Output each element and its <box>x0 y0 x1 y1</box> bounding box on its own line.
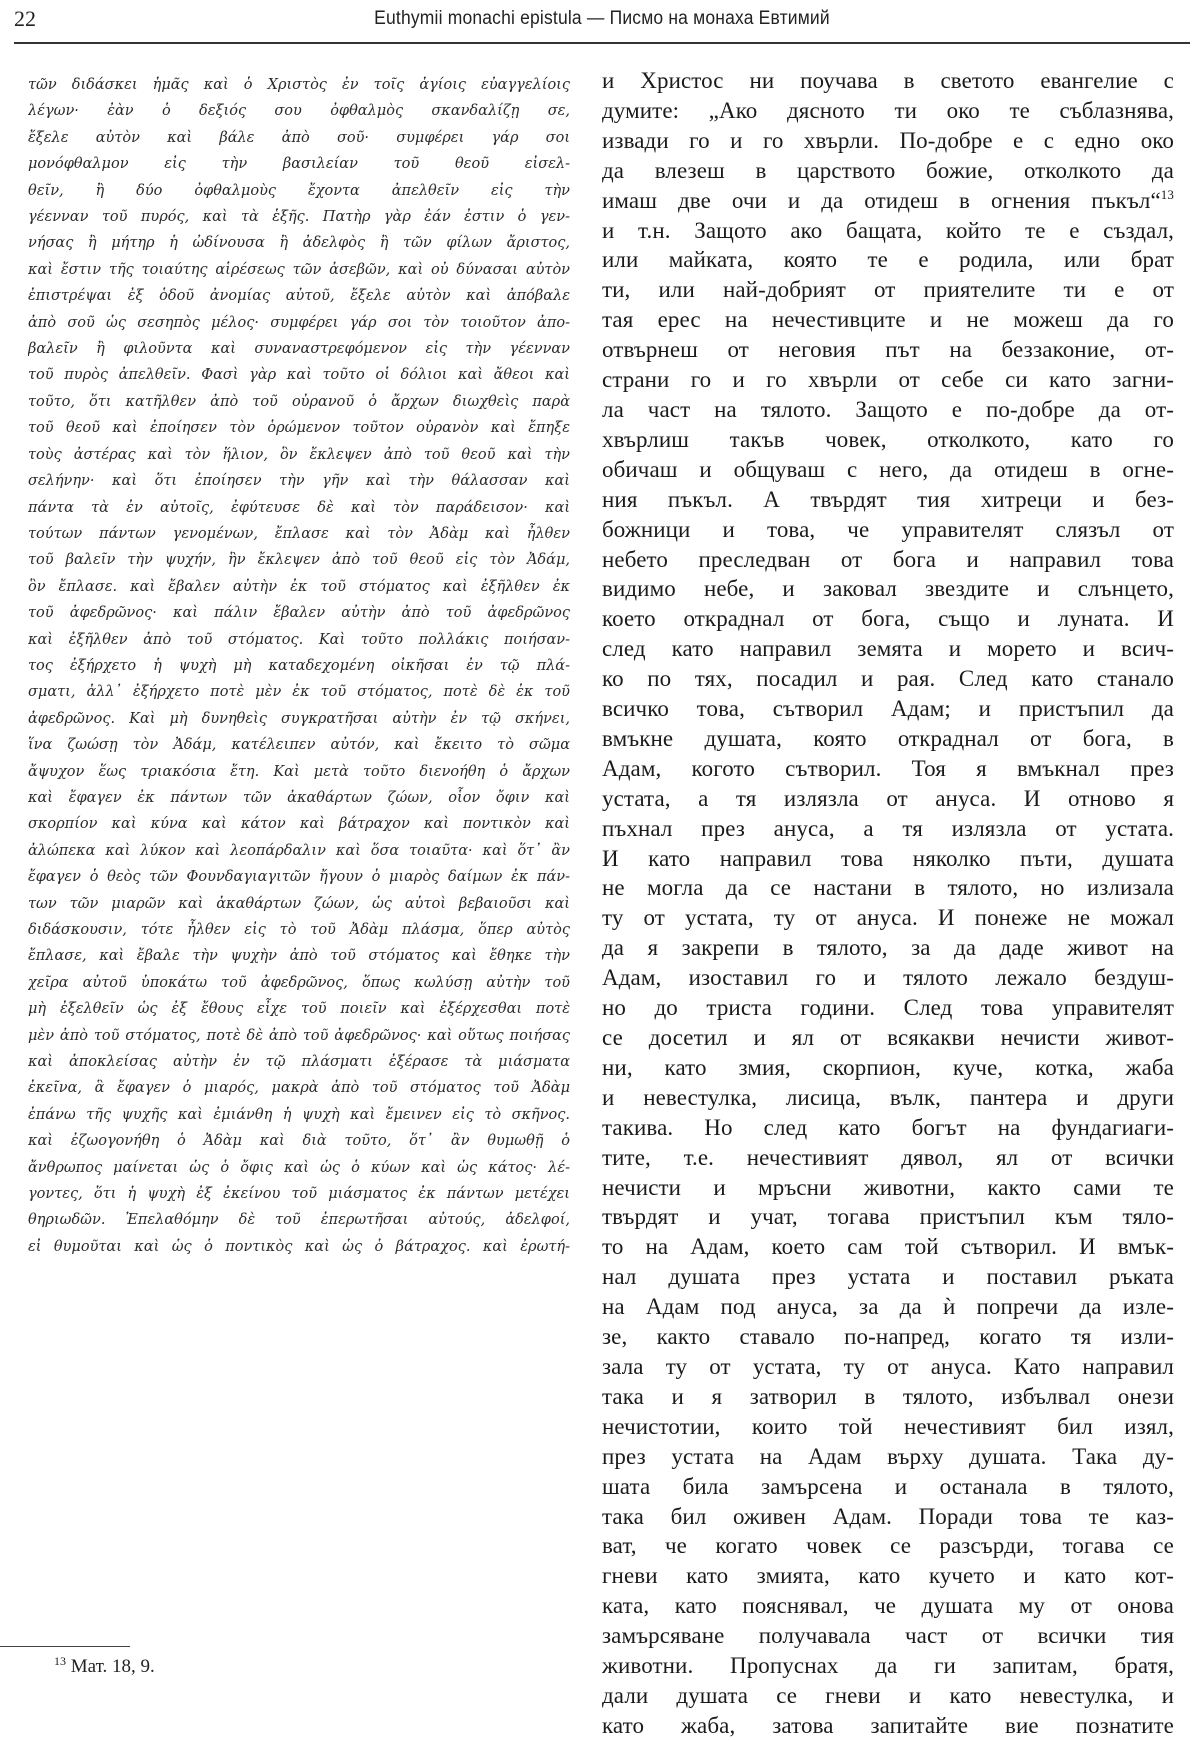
bulgarian-line-text: да влезеш в царството божие, отколкото да <box>602 157 1174 183</box>
footnote-number: 13 <box>54 1654 66 1668</box>
greek-line: ἐπάνω τῆς ψυχῆς καὶ ἐμιάνθη ἡ ψυχὴ καὶ ἔμεινεν εἰς τὸ σκῆνος. <box>28 1106 570 1123</box>
bulgarian-line-text: всичко това, сътворил Адам; и пристъпил да <box>602 696 1174 722</box>
greek-line: ἄψυχον ἕως τριακόσια ἔτη. Καὶ μετὰ τοῦτο διενοήθη ὁ ἄρχων <box>28 763 570 780</box>
bulgarian-line-text: но до триста години. След това управителят <box>602 995 1174 1021</box>
bulgarian-line-text: И като направил това няколко пъти, душата <box>602 845 1174 871</box>
greek-line: μὴ ἐξελθεῖν ὡς ἐξ ἔθους εἶχε τοῦ ποιεῖν καὶ ἐξέρχεσθαι ποτὲ <box>28 1001 570 1018</box>
bulgarian-line-text: Адам, когото сътворил. Тоя я вмъкнал през <box>602 755 1174 781</box>
bulgarian-line-text: извади го и го хвърли. По-добре е с едно око <box>602 127 1174 153</box>
bulgarian-line-text: пъхнал през ануса, а тя излязла от устата. <box>602 815 1174 841</box>
bulgarian-line-text: устата, а тя излязла от ануса. И отново я <box>602 785 1174 811</box>
bulgarian-line-text: да я закрепи в тялото, за да даде живот на <box>602 935 1174 961</box>
bulgarian-line-text: и невестулка, лисица, вълк, пантера и други <box>602 1084 1174 1110</box>
bulgarian-line-text: твърдят и учат, тогава пристъпил към тяло- <box>602 1204 1174 1230</box>
bulgarian-line-text: отвърнеш от неговия път на беззаконие, от- <box>602 337 1174 363</box>
bulgarian-line <box>602 1591 1174 1621</box>
bulgarian-line <box>602 724 1174 754</box>
bulgarian-line <box>602 814 1174 844</box>
footnote <box>54 1656 155 1678</box>
bulgarian-line-text: така и я затворил в тялото, избълвал онези <box>602 1383 1174 1409</box>
footnote-rule <box>0 1646 130 1647</box>
bulgarian-line-text: се досетил и ял от всякакви нечисти живот- <box>602 1025 1174 1050</box>
greek-line: τοὺς ἀστέρας καὶ τὸν ἥλιον, ὃν ἔκλεψεν ἀπὸ τοῦ θεοῦ καὶ τὴν <box>28 446 570 463</box>
bulgarian-line-text: страни го и го хвърли от себе си като загни- <box>602 367 1174 393</box>
greek-line: καὶ ἔφαγεν ἐκ πάντων τῶν ἀκαθάρτων ζώων, οἷον ὄφιν καὶ <box>28 789 570 806</box>
greek-line: ἐπιστρέψαι ἐξ ὁδοῦ ἀνομίας αὐτοῦ, ἔξελε αὐτὸν καὶ ἀπόβαλε <box>28 288 570 305</box>
greek-line: εἰ θυμοῦται καὶ ὡς ὁ ποντικὸς καὶ ὡς ὁ βάτραχος. καὶ ἐρωτή- <box>28 1238 570 1255</box>
bulgarian-line <box>602 245 1174 275</box>
bulgarian-line-text: божници и това, че управителят слязъл от <box>602 516 1174 542</box>
bulgarian-line-text: видимо небе, и заковал звездите и слънцето, <box>602 576 1174 602</box>
running-title: Euthymii monachi epistula — Писмо на монаха Евтимий <box>374 8 830 29</box>
bulgarian-line-text: небето преследван от бога и направил това <box>602 546 1174 572</box>
page-number: 22 <box>14 6 36 31</box>
greek-line: μὲν ἀπὸ τοῦ στόματος, ποτὲ δὲ ἀπὸ τοῦ ἀφεδρῶνος· καὶ οὕτως ποιήσας <box>28 1027 570 1044</box>
bulgarian-line <box>602 634 1174 664</box>
bulgarian-line <box>602 1412 1174 1442</box>
bulgarian-line-text: и т.н. Защото ако бащата, който те е създал, <box>602 217 1174 243</box>
greek-line: ἔξελε αὐτὸν καὶ βάλε ἀπὸ σοῦ· συμφέρει γάρ σοι <box>28 129 570 146</box>
bulgarian-line <box>602 1382 1174 1412</box>
bulgarian-line <box>602 365 1174 395</box>
bulgarian-line <box>602 305 1174 335</box>
bulgarian-line <box>602 993 1174 1023</box>
bulgarian-line <box>602 694 1174 724</box>
bulgarian-line <box>602 1083 1174 1113</box>
bulgarian-line <box>602 933 1174 963</box>
bulgarian-line-text: имаш две очи и да отидеш в огнения пъкъл“ <box>602 187 1161 213</box>
footnote-reference[interactable]: 13 <box>1160 186 1174 202</box>
greek-line: σελήνην· καὶ ὅτι ἐποίησεν τὴν γῆν καὶ τὴν θάλασσαν καὶ <box>28 473 570 490</box>
bulgarian-line <box>602 1531 1174 1561</box>
bulgarian-line-text: шата била замърсена и останала в тялото, <box>602 1473 1174 1499</box>
bulgarian-line <box>602 425 1174 455</box>
bulgarian-line <box>602 963 1174 993</box>
bulgarian-line-text: обичаш и общуваш с него, да отидеш в огне- <box>602 456 1174 482</box>
page-header <box>14 0 1190 40</box>
bulgarian-line <box>602 784 1174 814</box>
greek-line: λέγων· ἐὰν ὁ δεξιός σου ὀφθαλμὸς σκανδαλίζῃ σε, <box>28 103 570 120</box>
greek-text-column <box>28 72 570 1260</box>
header-rule <box>14 42 1190 44</box>
bulgarian-line <box>602 1681 1174 1711</box>
greek-line: των τῶν μιαρῶν καὶ ἀκαθάρτων ζώων, ὡς αὐτοὶ βεβαιοῦσι καὶ <box>28 895 570 912</box>
greek-line: θηριωδῶν. Ἐπελαθόμην δὲ τοῦ ἐπερωτῆσαι αὐτούς, ἀδελφοί, <box>28 1212 570 1229</box>
bulgarian-line-text: хвърлиш такъв човек, отколкото, като го <box>602 426 1174 452</box>
greek-line: ἀπὸ σοῦ ὡς σεσηπὸς μέλος· συμφέρει γάρ σοι τὸν τοιοῦτον ἀπο- <box>28 314 570 331</box>
greek-line: ἀλώπεκα καὶ λύκον καὶ λεοπάρδαλιν καὶ ὅσα τοιαῦτα· καὶ ὅτ᾽ ἂν <box>28 842 570 859</box>
bulgarian-line <box>602 1143 1174 1173</box>
bulgarian-line-text: не могла да се настани в тялото, но излизала <box>602 875 1174 901</box>
bulgarian-line-text: така бил оживен Адам. Поради това те каз- <box>602 1503 1174 1529</box>
greek-line: νήσας ἢ μήτηρ ἡ ὠδίνουσα ἢ ἀδελφὸς ἢ τῶν φίλων ἄριστος, <box>28 235 570 252</box>
bulgarian-line-text: на Адам под ануса, за да ѝ попречи да изле- <box>602 1294 1174 1320</box>
bulgarian-line-text: като жаба, затова запитайте вие познатите <box>602 1712 1174 1738</box>
bulgarian-line-text: зе, както ставало по-напред, когато тя изли- <box>602 1324 1174 1350</box>
bulgarian-line-text: думите: „Ако дясното ти око те съблазнява, <box>602 97 1174 123</box>
bulgarian-line <box>602 1292 1174 1322</box>
bulgarian-line <box>602 1232 1174 1262</box>
bulgarian-line <box>602 1023 1174 1053</box>
bulgarian-line-text: тая ерес на нечестивците и не можеш да го <box>602 307 1174 333</box>
bulgarian-line <box>602 515 1174 545</box>
greek-line: ἀφεδρῶνος. Καὶ μὴ δυνηθεὶς συγκρατῆσαι αὐτὴν ἐν τῷ σκήνει, <box>28 710 570 727</box>
greek-line: πάντα τὰ ἐν αὐτοῖς, ἐφύτευσε δὲ καὶ τὸν παράδεισον· καὶ <box>28 499 570 516</box>
bulgarian-line-text: след като направил земята и морето и всич- <box>602 636 1174 662</box>
bulgarian-line-text: ката, като пояснявал, че душата му от онова <box>602 1593 1174 1619</box>
greek-line: μονόφθαλμον εἰς τὴν βασιλείαν τοῦ θεοῦ εἰσελ- <box>28 156 570 173</box>
bulgarian-line-text: ко по тях, посадил и рая. След като станало <box>602 666 1174 692</box>
greek-line: ἔπλασε, καὶ ἔβαλε τὴν ψυχὴν ἀπὸ τοῦ στόματος καὶ ἔθηκε τὴν <box>28 948 570 965</box>
bulgarian-line <box>602 1173 1174 1203</box>
bulgarian-line-text: ла част на тялото. Защото е по-добре да от- <box>602 396 1174 422</box>
greek-line: τοῦτο, ὅτι κατῆλθεν ἀπὸ τοῦ οὐρανοῦ ὁ ἄρχων διωχθεὶς παρὰ <box>28 393 570 410</box>
bulgarian-line-text: зала ту от устата, ту от ануса. Като направил <box>602 1353 1174 1379</box>
bulgarian-line <box>602 1202 1174 1232</box>
bulgarian-line <box>602 664 1174 694</box>
bulgarian-line <box>602 156 1174 186</box>
greek-line: τούτων πάντων γενομένων, ἔπλασε καὶ τὸν Ἀδὰμ καὶ ἦλθεν <box>28 525 570 542</box>
greek-line: γοντες, ὅτι ἡ ψυχὴ ἐξ ἐκείνου τοῦ μιάσματος ἐκ πάντων μετέχει <box>28 1186 570 1203</box>
bulgarian-line <box>602 216 1174 246</box>
greek-line: ἵνα ζωώσῃ τὸν Ἀδάμ, κατέλειπεν αὐτόν, καὶ ἔκειτο τὸ σῶμα <box>28 737 570 754</box>
bulgarian-line-text: ния пъкъл. А твърдят тия хитреци и без- <box>602 486 1174 512</box>
bulgarian-line <box>602 1651 1174 1681</box>
bulgarian-line <box>602 1053 1174 1083</box>
greek-line: σματι, ἀλλ᾽ ἐξήρχετο ποτὲ μὲν ἐκ τοῦ στόματος, ποτὲ δὲ ἐκ τοῦ <box>28 684 570 701</box>
bulgarian-line <box>602 275 1174 305</box>
bulgarian-line-text: животни. Пропуснах да ги запитам, братя, <box>602 1653 1174 1679</box>
bulgarian-line-text: ту от устата, ту от ануса. И понеже не можал <box>602 905 1174 931</box>
greek-line: ὃν ἔπλασε. καὶ ἔβαλεν αὐτὴν ἐκ τοῦ στόματος καὶ ἐξῆλθεν ἐκ <box>28 578 570 595</box>
bulgarian-line-text: през устата на Адам върху душата. Така ду- <box>602 1443 1174 1469</box>
greek-line: τος ἐξήρχετο ἡ ψυχὴ μὴ καταδεχομένη οἰκῆσαι ἐν τῷ πλά- <box>28 657 570 674</box>
bulgarian-line-text: Адам, изоставил го и тялото лежало бездуш- <box>602 965 1174 991</box>
bulgarian-line <box>602 873 1174 903</box>
greek-line: χεῖρα αὐτοῦ ὑποκάτω τοῦ ἀφεδρῶνος, ὅπως κωλύσῃ αὐτὴν τοῦ <box>28 974 570 991</box>
bulgarian-line-text: замърсяване получавала част от всички тия <box>602 1623 1174 1649</box>
greek-line: διδάσκουσιν, τότε ἦλθεν εἰς τὸ τοῦ Ἀδὰμ πλάσμα, ὅπερ αὐτὸς <box>28 922 570 938</box>
bulgarian-line-text: или майката, която те е родила, или брат <box>602 247 1174 273</box>
bulgarian-line-text: такива. Но след като богът на фундагиаги- <box>602 1114 1174 1140</box>
greek-line: θεῖν, ἢ δύο ὀφθαλμοὺς ἔχοντα ἀπελθεῖν εἰς τὴν <box>28 182 570 199</box>
bulgarian-line <box>602 335 1174 365</box>
bulgarian-line-text: тите, т.е. нечестивият дявол, ял от всички <box>602 1144 1174 1170</box>
bulgarian-line-text: ват, че когато човек се разсърди, тогава се <box>602 1533 1174 1559</box>
greek-line: βαλεῖν ἢ φιλοῦντα καὶ συναναστρεφόμενον εἰς τὴν γέενναν <box>28 341 570 358</box>
bulgarian-text-column <box>602 66 1174 1741</box>
bulgarian-line-text: ти, или най-добрият от приятелите ти е от <box>602 277 1174 303</box>
bulgarian-line <box>602 1561 1174 1591</box>
greek-line: καὶ ἀποκλείσας αὐτὴν ἐν τῷ πλάσματι ἐξέρασε τὰ μιάσματα <box>28 1054 570 1071</box>
bulgarian-line <box>602 1322 1174 1352</box>
bulgarian-line <box>602 604 1174 634</box>
bulgarian-line <box>602 485 1174 515</box>
bulgarian-line <box>602 96 1174 126</box>
bulgarian-line-text: дали душата се гневи и като невестулка, и <box>602 1682 1174 1708</box>
bulgarian-line <box>602 1621 1174 1651</box>
bulgarian-line <box>602 1502 1174 1532</box>
bulgarian-line <box>602 1113 1174 1143</box>
bulgarian-line-text: което откраднал от бога, също и луната. И <box>602 606 1174 632</box>
bulgarian-line <box>602 186 1174 216</box>
bulgarian-line <box>602 1352 1174 1382</box>
greek-line: σκορπίον καὶ κύνα καὶ κάτον καὶ βάτραχον καὶ ποντικὸν καὶ <box>28 816 570 833</box>
bulgarian-line <box>602 1711 1174 1741</box>
bulgarian-line <box>602 1262 1174 1292</box>
footnote-text: Мат. 18, 9. <box>70 1656 155 1677</box>
bulgarian-line <box>602 455 1174 485</box>
bulgarian-line-text: гневи като змията, като кучето и като кот- <box>602 1563 1174 1589</box>
greek-line: γέενναν τοῦ πυρός, καὶ τὰ ἑξῆς. Πατὴρ γὰρ ἐάν ἐστιν ὁ γεν- <box>28 209 570 226</box>
bulgarian-line <box>602 844 1174 874</box>
bulgarian-line-text: нечистотии, които той нечестивият бил изял, <box>602 1413 1174 1439</box>
bulgarian-line <box>602 1442 1174 1472</box>
bulgarian-line <box>602 903 1174 933</box>
bulgarian-line-text: то на Адам, което сам той сътворил. И вмък- <box>602 1234 1174 1260</box>
bulgarian-line-text: и Христос ни поучава в светото евангелие с <box>602 68 1174 93</box>
greek-line: ἄνθρωπος μαίνεται ὡς ὁ ὄφις καὶ ὡς ὁ κύων καὶ ὡς κάτος· λέ- <box>28 1159 570 1176</box>
greek-line: ἔφαγεν ὁ θεὸς τῶν Φουνδαγιαγιτῶν ἤγουν ὁ μιαρὸς δαίμων ἐκ πάν- <box>28 869 570 886</box>
bulgarian-line-text: нечисти и мръсни животни, както сами те <box>602 1174 1174 1200</box>
greek-line: τοῦ ἀφεδρῶνος· καὶ πάλιν ἔβαλεν αὐτὴν ἀπὸ τοῦ ἀφεδρῶνος <box>28 605 570 622</box>
greek-line: τῶν διδάσκει ἡμᾶς καὶ ὁ Χριστὸς ἐν τοῖς ἁγίοις εὐαγγελίοις <box>28 77 570 93</box>
greek-line: καὶ ἔστιν τῆς τοιαύτης αἱρέσεως τῶν ἀσεβῶν, καὶ οὐ δύνασαι αὐτὸν <box>28 261 570 278</box>
greek-line: τοῦ βαλεῖν τὴν ψυχήν, ἣν ἔκλεψεν ἀπὸ τοῦ θεοῦ εἰς τὸν Ἀδάμ, <box>28 552 570 569</box>
bulgarian-line <box>602 754 1174 784</box>
bulgarian-line <box>602 545 1174 575</box>
bulgarian-line <box>602 574 1174 604</box>
bulgarian-line-text: нал душата през устата и поставил ръката <box>602 1264 1174 1290</box>
bulgarian-line <box>602 1472 1174 1502</box>
bulgarian-line <box>602 126 1174 156</box>
greek-line: τοῦ θεοῦ καὶ ἐποίησεν τὸν ὁρώμενον τοῦτον οὐρανὸν καὶ ἔπηξε <box>28 420 570 437</box>
greek-line: καὶ ἐξῆλθεν ἀπὸ τοῦ στόματος. Καὶ τοῦτο πολλάκις ποιήσαν- <box>28 631 570 648</box>
greek-line: τοῦ πυρὸς ἀπελθεῖν. Φασὶ γὰρ καὶ τοῦτο οἱ δόλιοι καὶ ἄθεοι καὶ <box>28 367 570 384</box>
bulgarian-line-text: вмъкне душата, която откраднал от бога, в <box>602 725 1174 751</box>
greek-line: καὶ ἐζωογονήθη ὁ Ἀδὰμ καὶ διὰ τοῦτο, ὅτ᾽ ἂν θυμωθῇ ὁ <box>28 1133 570 1150</box>
bulgarian-line <box>602 66 1174 96</box>
bulgarian-line <box>602 395 1174 425</box>
greek-line: ἐκεῖνα, ἃ ἔφαγεν ὁ μιαρός, μακρὰ ἀπὸ τοῦ στόματος τοῦ Ἀδὰμ <box>28 1080 570 1097</box>
bulgarian-line-text: ни, като змия, скорпион, куче, котка, жаба <box>602 1054 1174 1080</box>
